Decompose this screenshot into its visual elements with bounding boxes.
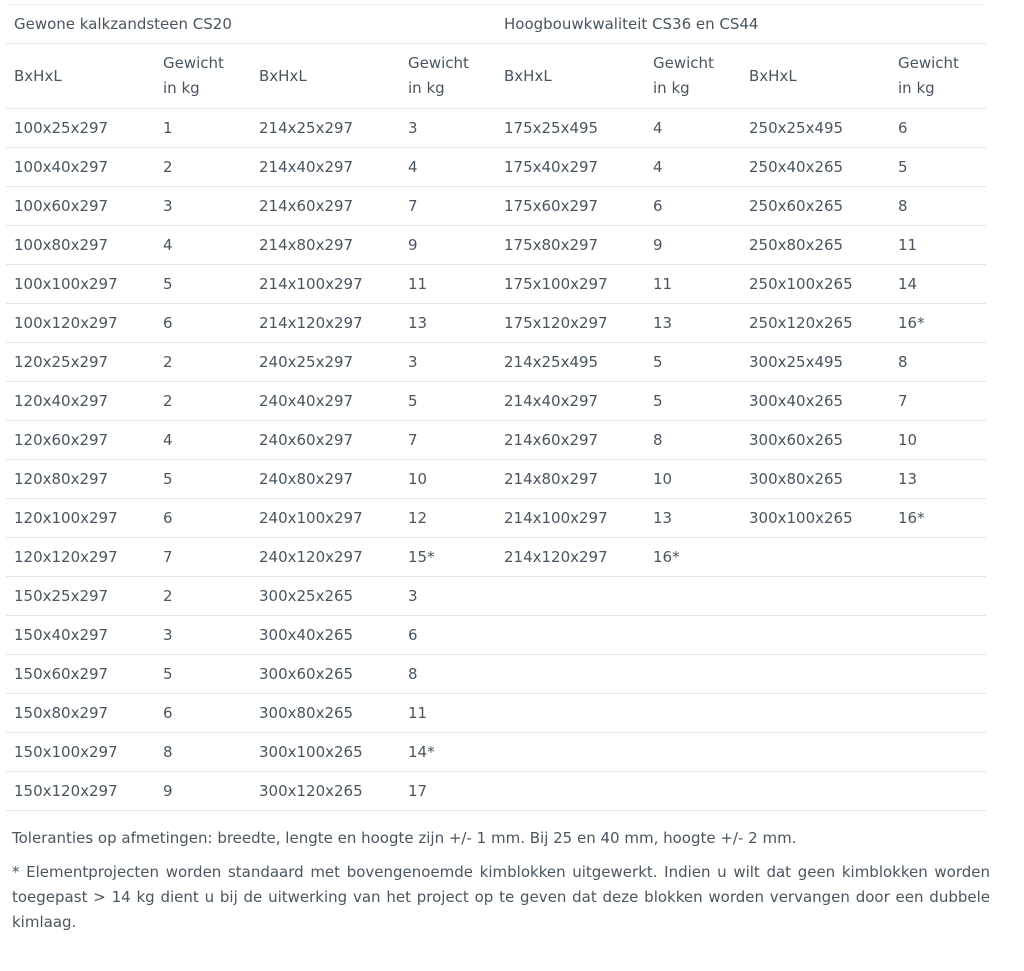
cell-dimensions: 150x80x297 (6, 694, 155, 733)
cell-dimensions: 214x40x297 (496, 382, 645, 421)
cell-dimensions (741, 694, 890, 733)
cell-weight: 4 (155, 226, 251, 265)
column-header-dimensions: BxHxL (741, 44, 890, 109)
cell-weight: 6 (890, 109, 986, 148)
table-row (6, 382, 986, 421)
cell-dimensions (741, 616, 890, 655)
cell-weight: 9 (155, 772, 251, 811)
cell-weight (890, 538, 986, 577)
cell-dimensions (741, 577, 890, 616)
footnote: * Elementprojecten worden standaard met bovengenoemde kimblokken uitgewerkt. Indien u wilt dat geen kimblokken worden toegepast > 14 kg dient u bij de uitwerking van het project op te geven dat deze blokken worden vervangen door een dubbele kimlaag. (12, 863, 990, 931)
column-header-row (6, 44, 986, 109)
cell-weight: 10 (645, 460, 741, 499)
cell-weight: 4 (400, 148, 496, 187)
cell-dimensions: 150x120x297 (6, 772, 155, 811)
cell-weight: 3 (400, 577, 496, 616)
cell-dimensions: 214x120x297 (496, 538, 645, 577)
cell-weight: 6 (400, 616, 496, 655)
cell-dimensions: 150x25x297 (6, 577, 155, 616)
group-title-cs36-cs44: Hoogbouwkwaliteit CS36 en CS44 (496, 5, 986, 44)
cell-dimensions: 250x80x265 (741, 226, 890, 265)
cell-weight: 9 (400, 226, 496, 265)
cell-weight: 6 (155, 694, 251, 733)
cell-dimensions: 150x100x297 (6, 733, 155, 772)
cell-weight: 10 (400, 460, 496, 499)
cell-dimensions: 250x100x265 (741, 265, 890, 304)
table-row (6, 343, 986, 382)
column-header-weight-line2: in kg (898, 79, 935, 97)
cell-dimensions: 175x100x297 (496, 265, 645, 304)
cell-dimensions: 214x100x297 (251, 265, 400, 304)
cell-dimensions: 100x120x297 (6, 304, 155, 343)
cell-dimensions: 250x25x495 (741, 109, 890, 148)
cell-weight: 16* (645, 538, 741, 577)
column-header-weight-line1: Gewicht (163, 54, 224, 72)
cell-dimensions: 120x25x297 (6, 343, 155, 382)
group-title-cs20: Gewone kalkzandsteen CS20 (6, 5, 496, 44)
column-header-weight-line1: Gewicht (408, 54, 469, 72)
cell-dimensions: 150x40x297 (6, 616, 155, 655)
cell-dimensions: 300x80x265 (741, 460, 890, 499)
cell-weight: 7 (400, 421, 496, 460)
column-header-weight-line1: Gewicht (653, 54, 714, 72)
column-header-dimensions: BxHxL (6, 44, 155, 109)
cell-dimensions: 214x40x297 (251, 148, 400, 187)
cell-weight: 3 (155, 187, 251, 226)
cell-weight (645, 655, 741, 694)
notes (12, 826, 990, 944)
cell-weight: 5 (890, 148, 986, 187)
cell-weight: 8 (890, 343, 986, 382)
column-header-weight (155, 44, 251, 109)
cell-dimensions: 240x80x297 (251, 460, 400, 499)
cell-weight: 12 (400, 499, 496, 538)
column-header-weight (890, 44, 986, 109)
cell-weight: 11 (400, 694, 496, 733)
table-row (6, 655, 986, 694)
cell-weight: 9 (645, 226, 741, 265)
cell-weight (890, 772, 986, 811)
cell-weight: 2 (155, 382, 251, 421)
table-row (6, 109, 986, 148)
cell-dimensions: 120x80x297 (6, 460, 155, 499)
cell-weight: 14* (400, 733, 496, 772)
cell-weight (890, 577, 986, 616)
cell-dimensions: 300x100x265 (251, 733, 400, 772)
cell-weight (645, 616, 741, 655)
tolerance-note: Toleranties op afmetingen: breedte, lengte en hoogte zijn +/- 1 mm. Bij 25 en 40 mm, hoogte +/- 2 mm. (12, 829, 797, 847)
cell-weight: 11 (890, 226, 986, 265)
cell-weight: 13 (645, 304, 741, 343)
table-body (6, 109, 986, 811)
cell-weight (890, 733, 986, 772)
cell-weight (645, 577, 741, 616)
cell-dimensions: 150x60x297 (6, 655, 155, 694)
cell-weight: 11 (400, 265, 496, 304)
cell-dimensions: 175x120x297 (496, 304, 645, 343)
cell-weight: 14 (890, 265, 986, 304)
cell-dimensions: 214x120x297 (251, 304, 400, 343)
cell-weight (890, 655, 986, 694)
cell-dimensions (496, 733, 645, 772)
cell-weight: 5 (400, 382, 496, 421)
cell-dimensions: 300x40x265 (251, 616, 400, 655)
cell-weight: 16* (890, 304, 986, 343)
cell-dimensions: 300x40x265 (741, 382, 890, 421)
cell-dimensions: 300x25x265 (251, 577, 400, 616)
cell-weight: 13 (400, 304, 496, 343)
column-header-dimensions: BxHxL (251, 44, 400, 109)
group-header-row (6, 5, 986, 44)
cell-weight: 17 (400, 772, 496, 811)
cell-dimensions: 240x100x297 (251, 499, 400, 538)
column-header-weight-line2: in kg (163, 79, 200, 97)
cell-dimensions: 120x120x297 (6, 538, 155, 577)
cell-dimensions: 175x40x297 (496, 148, 645, 187)
cell-dimensions: 250x40x265 (741, 148, 890, 187)
cell-weight: 10 (890, 421, 986, 460)
cell-weight: 6 (155, 304, 251, 343)
cell-dimensions: 175x60x297 (496, 187, 645, 226)
cell-weight: 3 (155, 616, 251, 655)
cell-dimensions: 300x100x265 (741, 499, 890, 538)
cell-weight: 3 (400, 109, 496, 148)
cell-dimensions (496, 694, 645, 733)
cell-weight: 5 (645, 343, 741, 382)
cell-weight: 3 (400, 343, 496, 382)
column-header-weight-line1: Gewicht (898, 54, 959, 72)
cell-dimensions: 100x40x297 (6, 148, 155, 187)
cell-dimensions: 300x120x265 (251, 772, 400, 811)
table-row (6, 733, 986, 772)
cell-dimensions: 250x120x265 (741, 304, 890, 343)
cell-dimensions (496, 616, 645, 655)
weights-table (6, 4, 986, 811)
cell-dimensions (741, 733, 890, 772)
cell-dimensions: 214x25x297 (251, 109, 400, 148)
table-row (6, 538, 986, 577)
cell-dimensions: 100x80x297 (6, 226, 155, 265)
cell-dimensions: 240x40x297 (251, 382, 400, 421)
cell-dimensions (741, 538, 890, 577)
table-row (6, 577, 986, 616)
cell-dimensions: 300x25x495 (741, 343, 890, 382)
cell-dimensions: 240x120x297 (251, 538, 400, 577)
cell-weight: 13 (645, 499, 741, 538)
cell-dimensions: 240x60x297 (251, 421, 400, 460)
table-row (6, 694, 986, 733)
cell-dimensions: 120x60x297 (6, 421, 155, 460)
cell-dimensions: 214x60x297 (496, 421, 645, 460)
cell-weight: 4 (645, 148, 741, 187)
cell-weight (890, 694, 986, 733)
cell-weight (645, 733, 741, 772)
cell-dimensions: 214x100x297 (496, 499, 645, 538)
column-header-weight-line2: in kg (408, 79, 445, 97)
cell-weight: 7 (400, 187, 496, 226)
cell-weight: 11 (645, 265, 741, 304)
cell-dimensions: 100x25x297 (6, 109, 155, 148)
cell-dimensions: 214x80x297 (251, 226, 400, 265)
cell-weight (890, 616, 986, 655)
table-row (6, 187, 986, 226)
cell-weight: 8 (400, 655, 496, 694)
table-row (6, 265, 986, 304)
cell-weight: 2 (155, 148, 251, 187)
cell-weight: 8 (890, 187, 986, 226)
cell-dimensions: 300x80x265 (251, 694, 400, 733)
cell-weight: 7 (155, 538, 251, 577)
cell-dimensions: 214x80x297 (496, 460, 645, 499)
cell-weight (645, 772, 741, 811)
cell-weight: 8 (155, 733, 251, 772)
cell-weight: 13 (890, 460, 986, 499)
cell-weight: 5 (645, 382, 741, 421)
cell-dimensions: 100x100x297 (6, 265, 155, 304)
cell-dimensions: 250x60x265 (741, 187, 890, 226)
cell-weight: 8 (645, 421, 741, 460)
column-header-weight (645, 44, 741, 109)
cell-weight: 2 (155, 577, 251, 616)
cell-weight: 7 (890, 382, 986, 421)
table-row (6, 772, 986, 811)
column-header-weight (400, 44, 496, 109)
cell-dimensions: 300x60x265 (741, 421, 890, 460)
cell-dimensions: 175x80x297 (496, 226, 645, 265)
cell-dimensions: 214x25x495 (496, 343, 645, 382)
cell-weight: 6 (645, 187, 741, 226)
cell-dimensions: 214x60x297 (251, 187, 400, 226)
table-row (6, 304, 986, 343)
cell-dimensions: 100x60x297 (6, 187, 155, 226)
table-row (6, 499, 986, 538)
cell-dimensions (496, 577, 645, 616)
cell-weight: 5 (155, 460, 251, 499)
table-row (6, 421, 986, 460)
column-header-dimensions: BxHxL (496, 44, 645, 109)
cell-dimensions: 120x100x297 (6, 499, 155, 538)
table-row (6, 616, 986, 655)
cell-weight: 15* (400, 538, 496, 577)
cell-dimensions: 240x25x297 (251, 343, 400, 382)
cell-weight: 1 (155, 109, 251, 148)
cell-dimensions (741, 655, 890, 694)
cell-weight: 4 (645, 109, 741, 148)
cell-weight (645, 694, 741, 733)
table-row (6, 460, 986, 499)
cell-dimensions (741, 772, 890, 811)
table-row (6, 148, 986, 187)
cell-dimensions: 300x60x265 (251, 655, 400, 694)
cell-dimensions (496, 772, 645, 811)
column-header-weight-line2: in kg (653, 79, 690, 97)
cell-dimensions: 120x40x297 (6, 382, 155, 421)
cell-weight: 16* (890, 499, 986, 538)
cell-weight: 5 (155, 655, 251, 694)
cell-weight: 6 (155, 499, 251, 538)
cell-dimensions: 175x25x495 (496, 109, 645, 148)
cell-weight: 4 (155, 421, 251, 460)
cell-dimensions (496, 655, 645, 694)
table-row (6, 226, 986, 265)
cell-weight: 2 (155, 343, 251, 382)
cell-weight: 5 (155, 265, 251, 304)
